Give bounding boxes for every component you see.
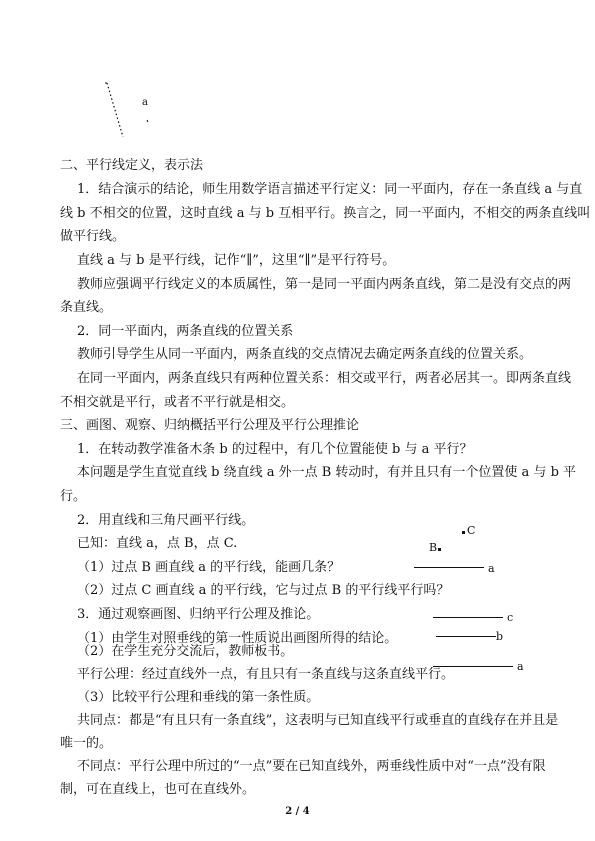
text-line: 唯一的。 [60,736,113,751]
text-line: 教师引导学生从同一平面内，两条直线的交点情况去确定两条直线的位置关系。 [77,347,533,362]
top-figure-label-a: a [142,97,148,108]
point-b-dot [438,548,441,551]
text-line: 不同点：平行公理中所过的“一点”要在已知直线外，两垂线性质中对“一点”没有限 [77,759,546,774]
text-line: （1）过点 B 画直线 a 的平行线，能画几条？ [77,560,341,575]
point-b-label: B [429,541,438,554]
line-a-lower [433,666,513,667]
text-line: 1．结合演示的结论，师生用数学语言描述平行定义：同一平面内，存在一条直线 a 与直 [77,182,583,197]
text-line: 2．用直线和三角尺画平行线。 [77,513,255,528]
text-line: （1）由学生对照垂线的第一性质说出画图所得的结论。 [77,631,398,646]
text-line: 平行公理：经过直线外一点，有且只有一条直线与这条直线平行。 [77,667,455,682]
page-number: 2 / 4 [285,806,310,817]
text-line: （3）比较平行公理和垂线的第一条性质。 [77,690,320,705]
line-a-label: a [488,562,495,575]
text-line: 行。 [60,489,87,504]
text-line: （2）过点 C 画直线 a 的平行线，它与过点 B 的平行线平行吗？ [77,583,450,598]
text-line: 2．同一平面内，两条直线的位置关系 [77,324,294,339]
text-line: 教师应强调平行线定义的本质属性，第一是同一平面内两条直线，第二是没有交点的两 [77,277,572,292]
text-line: 1．在转动教学准备木条 b 的过程中，有几个位置能使 b 与 a 平行？ [77,442,473,457]
section-heading-3: 三、画图、观察、归纳概括平行公理及平行公理推论 [60,418,360,433]
line-c [433,617,503,618]
text-line: 线 b 不相交的位置，这时直线 a 与 b 互相平行。换言之，同一平面内，不相交的两条直线叫 [60,206,591,221]
text-line: 共同点：都是“有且只有一条直线”，这表明与已知直线平行或垂直的直线存在并且是 [77,713,559,728]
text-line: （2）在学生充分交流后，教师板书。 [77,644,294,659]
line-a-lower-label: a [517,660,524,673]
text-line: 本问题是学生直觉直线 b 绕直线 a 外一点 B 转动时，有并且只有一个位置使 a 与 b 平 [77,465,577,480]
text-line: 在同一平面内，两条直线只有两种位置关系：相交或平行，两者必居其一。即两条直线 [77,371,572,386]
point-c-label: C [467,524,476,537]
text-line: 3．通过观察画图、归纳平行公理及推论。 [77,607,320,622]
line-b [436,636,496,637]
point-c-dot [462,531,465,534]
line-c-label: c [507,611,514,624]
top-dotted-line-figure [95,75,155,145]
text-line: 已知：直线 a，点 B，点 C. [77,536,238,551]
text-line: 直线 a 与 b 是平行线，记作“∥”，这里“∥”是平行符号。 [77,253,396,268]
text-line: 条直线。 [60,300,113,315]
line-a [414,567,484,568]
text-line: 不相交就是平行，或者不平行就是相交。 [60,395,295,410]
text-line: 制，可在直线上，也可在直线外。 [60,782,256,797]
section-heading-2: 二、平行线定义，表示法 [60,158,204,173]
line-b-label: b [496,630,504,643]
text-line: 做平行线。 [60,229,126,244]
